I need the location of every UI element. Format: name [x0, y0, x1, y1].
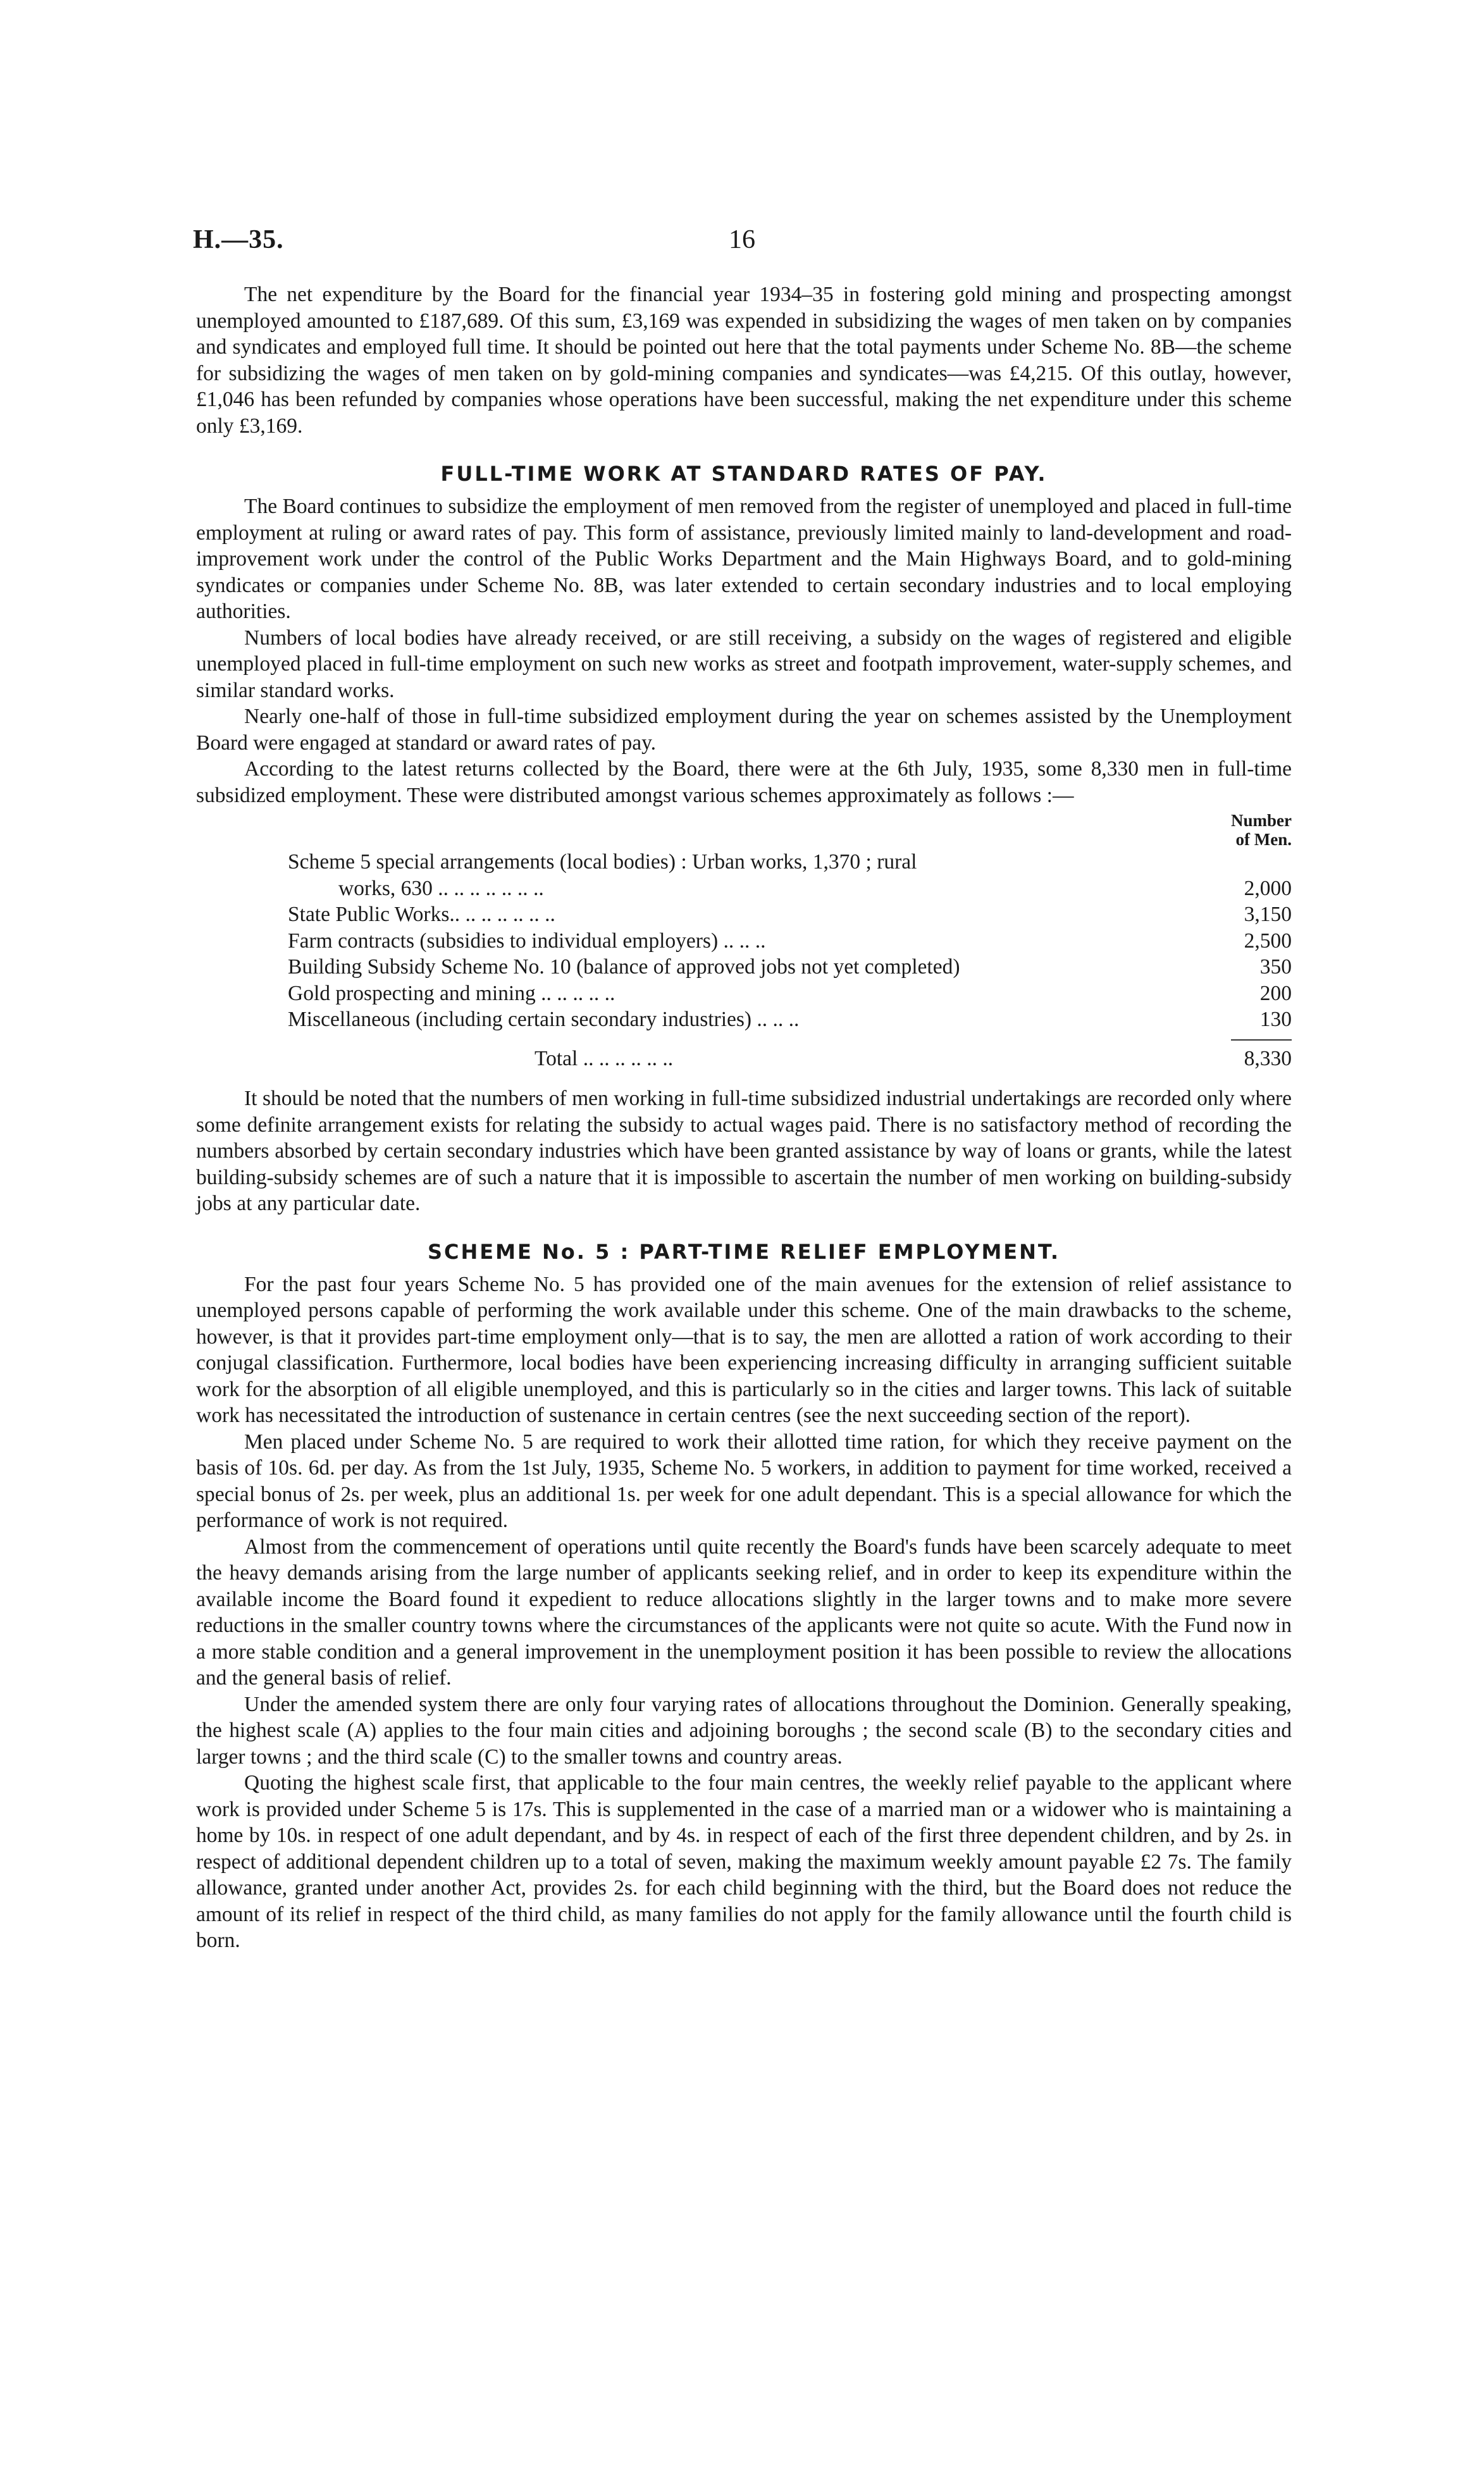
row-value: 3,150: [1244, 903, 1292, 926]
table-row: [196, 954, 1292, 980]
paragraph: Quoting the highest scale first, that applicable to the four main centres, the weekly relief payable to the applicant where work is provided under Scheme 5 is 17s. This is supplemented in the case of a married man or a widower who is maintaining a home by 10s. in respect of one adult dependant, and by 4s. in respect of each of the first three dependent children, and by 2s. in respect of additional dependent children up to a total of seven, making the maximum weekly amount payable £2 7s. The family allowance, granted under another Act, provides 2s. for each child beginning with the third, but the Board does not reduce the amount of its relief in respect of the third child, as many families do not apply for the family allowance until the fourth child is born.: [196, 1771, 1292, 1952]
row-label: State Public Works.. .. .. .. .. .. ..: [288, 903, 555, 926]
section-heading-full-time-work: FULL-TIME WORK AT STANDARD RATES OF PAY.: [440, 462, 1048, 486]
row-label: works, 630 .. .. .. .. .. .. ..: [338, 876, 544, 900]
row-value: 200: [1259, 981, 1292, 1005]
paragraph: For the past four years Scheme No. 5 has provided one of the main avenues for the extension of relief assistance to unemployed persons capable of performing the work available under this scheme. One of the main drawbacks to the scheme, however, is that it provides part-time employment only—that is to say, the men are allotted a ration of work according to their conjugal classification. Furthermore, local bodies have been experiencing increasing difficulty in arranging sufficient suitable work for the absorption of all eligible unemployed, and this is particularly so in the cities and larger towns. This lack of suitable work has necessitated the introduction of sustenance in certain centres (see the next succeeding section of the report).: [196, 1272, 1292, 1427]
employment-distribution-table: [196, 811, 1292, 1072]
row-label: Miscellaneous (including certain secondary industries) .. .. ..: [288, 1008, 800, 1031]
row-value: 2,000: [1244, 876, 1292, 900]
table-row: [196, 875, 1292, 902]
total-label: Total .. .. .. .. .. ..: [535, 1046, 674, 1070]
table-total-row: [196, 1046, 1292, 1072]
paragraph: According to the latest returns collected by the Board, there were at the 6th July, 1935, some 8,330 men in full-time subsidized employment. These were distributed amongst various schemes approximately as follows :—: [196, 757, 1292, 807]
row-label: Building Subsidy Scheme No. 10 (balance of approved jobs not yet completed): [288, 955, 960, 979]
paragraph: Numbers of local bodies have already received, or are still receiving, a subsidy on the wages of registered and eligible unemployed placed in full-time employment on such new works as street and footpath improvement, water-supply schemes, and similar standard works.: [196, 626, 1292, 702]
document-reference: H.—35.: [193, 225, 284, 254]
table-row: [196, 849, 1292, 875]
row-label: Scheme 5 special arrangements (local bodies) : Urban works, 1,370 ; rural: [288, 850, 917, 874]
paragraph: Nearly one-half of those in full-time subsidized employment during the year on schemes assisted by the Unemployment Board were engaged at standard or award rates of pay.: [196, 705, 1292, 755]
paragraph: Men placed under Scheme No. 5 are required to work their allotted time ration, for which they receive payment on the basis of 10s. 6d. per day. As from the 1st July, 1935, Scheme No. 5 workers, in addition to payment for time worked, received a special bonus of 2s. per week, plus an additional 1s. per week for one adult dependant. This is a special allowance for which the performance of work is not required.: [196, 1430, 1292, 1532]
row-value: 130: [1259, 1008, 1292, 1031]
table-row: [196, 928, 1292, 955]
section-heading-scheme-5: SCHEME No. 5 : PART-TIME RELIEF EMPLOYMENT.: [427, 1239, 1061, 1264]
total-rule: [1231, 1039, 1292, 1041]
row-value: [1209, 849, 1292, 875]
page-number: 16: [729, 225, 755, 254]
intro-paragraph: The net expenditure by the Board for the financial year 1934–35 in fostering gold mining and prospecting amongst unemployed amounted to £187,689. Of this sum, £3,169 was expended in subsidizing the wages of men taken on by companies and syndicates and employed full time. It should be pointed out here that the total payments under Scheme No. 8B—the scheme for subsidizing the wages of men taken on by gold-mining companies and syndicates—was £4,215. Of this outlay, however, £1,046 has been refunded by companies whose operations have been successful, making the net expenditure under this scheme only £3,169.: [196, 283, 1292, 438]
paragraph: It should be noted that the numbers of men working in full-time subsidized industrial undertakings are recorded only where some definite arrangement exists for relating the subsidy to actual wages paid. There is no satisfactory method of recording the numbers absorbed by certain secondary industries which have been granted assistance by way of loans or grants, while the latest building-subsidy schemes are of such a nature that it is impossible to ascertain the number of men working on building-subsidy jobs at any particular date.: [196, 1087, 1292, 1215]
paragraph: Almost from the commencement of operations until quite recently the Board's funds have been scarcely adequate to meet the heavy demands arising from the large number of applicants seeking relief, and in order to keep its expenditure within the available income the Board found it expedient to reduce allocations slightly in the larger towns and to make more severe reductions in the smaller country towns where the circumstances of the applicants were not quite so acute. With the Fund now in a more stable condition and a general improvement in the unemployment position it has been possible to review the allocations and the general basis of relief.: [196, 1535, 1292, 1690]
total-value: 8,330: [1244, 1046, 1292, 1070]
row-label: Gold prospecting and mining .. .. .. .. ..: [288, 981, 615, 1005]
table-row: [196, 901, 1292, 928]
table-row: [196, 1006, 1292, 1033]
row-value: 350: [1259, 955, 1292, 979]
paragraph: Under the amended system there are only four varying rates of allocations throughout the Dominion. Generally speaking, the highest scale (A) applies to the four main cities and adjoining boroughs ; the second scale (B) to the secondary cities and larger towns ; and the third scale (C) to the smaller towns and country areas.: [196, 1692, 1292, 1769]
column-header: Number of Men.: [1231, 811, 1292, 849]
page-body: [196, 281, 1292, 1954]
paragraph: The Board continues to subsidize the employment of men removed from the register of unemployed and placed in full-time employment at ruling or award rates of pay. This form of assistance, previously limited mainly to land-development and road-improvement work under the control of the Public Works Department and the Main Highways Board, and to gold-mining syndicates or companies under Scheme No. 8B, was later extended to certain secondary industries and to local employing authorities.: [196, 495, 1292, 623]
row-value: 2,500: [1244, 929, 1292, 953]
table-row: [196, 980, 1292, 1007]
row-label: Farm contracts (subsidies to individual employers) .. .. ..: [288, 929, 766, 953]
